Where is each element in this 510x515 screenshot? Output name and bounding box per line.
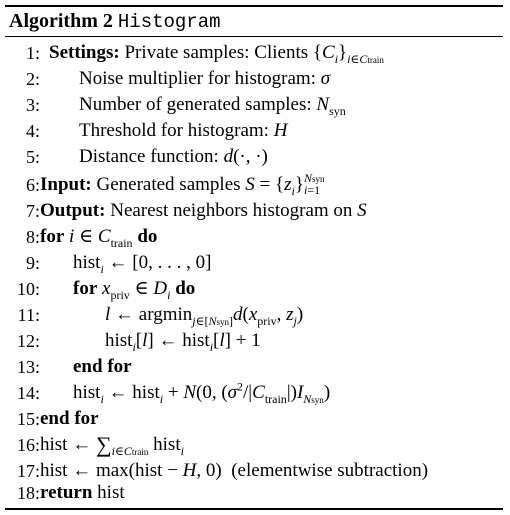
algorithm-label: Algorithm 2 <box>9 10 113 32</box>
keyword: end for <box>40 408 99 429</box>
algorithm-name: Histogram <box>117 11 221 33</box>
algo-line-16 <box>0 432 510 458</box>
line-number: 1: <box>25 43 40 63</box>
line-text: hist <box>97 482 125 503</box>
keyword: for <box>40 226 65 247</box>
line-number: 15: <box>16 409 40 429</box>
keyword: return <box>40 482 93 503</box>
line-content: Threshold for histogram: H <box>79 120 288 141</box>
line-content: Noise multiplier for histogram: σ <box>79 68 331 89</box>
keyword: Input: <box>40 174 92 195</box>
algo-line-12 <box>0 328 510 354</box>
line-text: Number of generated samples: <box>79 94 312 115</box>
keyword: Settings: <box>49 42 120 63</box>
line-number: 17: <box>16 461 40 481</box>
line-content: hist$_i$ ← [0, . . . , 0] <box>73 252 212 276</box>
algo-line-1 <box>0 40 510 66</box>
line-number: 18: <box>16 483 40 503</box>
line-number: 2: <box>25 69 40 89</box>
line-content: hist ← $\sum_{i\in Ctrain}$ hist$_i$ <box>40 432 184 458</box>
line-number: 7: <box>25 201 40 221</box>
line-number: 3: <box>25 95 40 115</box>
line-content: hist$_i$ ← hist$_i$ + N(0, $(\sigma^2/|C_{train}|)I_{Nsyn}$) <box>73 379 331 406</box>
line-content: l ← $argmin_{j\in[Nsyn]}d(x_{priv}$, $z_j$) <box>105 304 304 328</box>
line-number: 4: <box>25 121 40 141</box>
algo-line-5 <box>0 144 510 170</box>
line-content: Distance function: d(·, ·) <box>79 146 268 167</box>
line-content: for i ∈ $C_{train}$ do <box>40 226 158 250</box>
algo-line-15 <box>0 406 510 432</box>
line-content <box>73 354 132 380</box>
line-number: 12: <box>16 331 40 351</box>
keyword: end for <box>73 356 132 377</box>
bottom-rule <box>5 508 503 510</box>
line-number: 6: <box>25 175 40 195</box>
line-content <box>40 406 99 432</box>
line-text: hist <box>40 434 68 455</box>
line-number: 13: <box>16 357 40 377</box>
keyword: for <box>73 278 98 299</box>
line-note: (elementwise subtraction) <box>231 460 429 481</box>
line-content: Number of generated samples: $N_{syn}$ <box>79 94 346 118</box>
line-number: 10: <box>16 279 40 299</box>
algo-line-7 <box>0 198 510 224</box>
algo-line-2 <box>0 66 510 92</box>
line-number: 8: <box>25 227 40 247</box>
algo-line-14 <box>0 380 510 406</box>
line-content: hist ← max(hist − H, 0) (elementwise subtraction) <box>40 460 429 481</box>
line-number: 9: <box>25 253 40 273</box>
algo-line-6 <box>0 172 510 198</box>
line-content: for $x_{priv}$ ∈ $D_i$ do <box>73 278 196 302</box>
algo-line-8 <box>0 224 510 250</box>
line-text: argmin <box>138 304 193 325</box>
line-number: 11: <box>17 305 40 325</box>
line-text: Noise multiplier for histogram: <box>79 68 316 89</box>
line-text: Distance function: <box>79 146 219 167</box>
line-number: 5: <box>25 147 40 167</box>
algo-line-10 <box>0 276 510 302</box>
algo-line-9 <box>0 250 510 276</box>
line-text: Threshold for histogram: <box>79 120 269 141</box>
algo-line-18 <box>0 480 510 506</box>
header-rule <box>5 36 503 37</box>
algo-line-13 <box>0 354 510 380</box>
line-content: Settings: Private samples: Clients $\{C_i\}_{i\in Ctrain}$ <box>49 42 384 66</box>
line-text: hist <box>73 252 101 273</box>
line-text: hist <box>73 382 101 403</box>
algorithm-header <box>9 7 221 35</box>
algo-line-3 <box>0 92 510 118</box>
line-content: Output: Nearest neighbors histogram on S <box>40 200 367 221</box>
line-text: hist <box>105 330 133 351</box>
line-content: hist$_i$[l] ← hist$_i$[l] + 1 <box>105 330 261 354</box>
keyword: Output: <box>40 200 106 221</box>
algo-line-11 <box>0 302 510 328</box>
line-content: Input: Generated samples $S = \{z_i\}Nsyn$ i=1 <box>40 171 325 198</box>
keyword: do <box>175 278 196 299</box>
line-text: Nearest neighbors histogram on <box>110 200 353 221</box>
keyword: do <box>137 226 158 247</box>
algo-line-4 <box>0 118 510 144</box>
line-text: Private samples: Clients <box>124 42 309 63</box>
line-text: Generated samples <box>96 174 241 195</box>
line-number: 14: <box>16 383 40 403</box>
line-text: hist <box>40 460 68 481</box>
line-number: 16: <box>16 435 40 455</box>
line-content <box>40 480 125 506</box>
